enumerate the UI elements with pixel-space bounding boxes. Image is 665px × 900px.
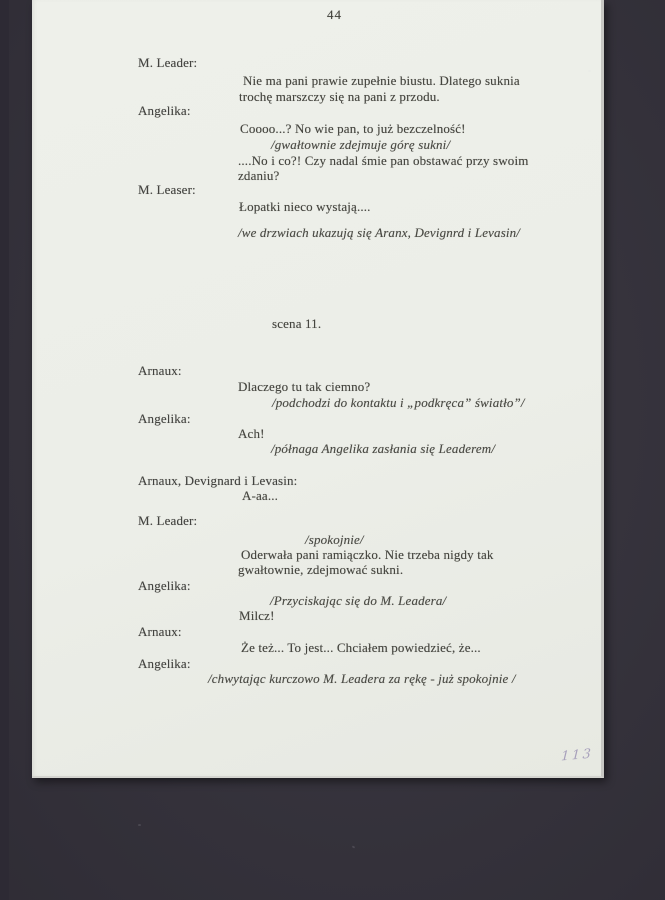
script-line-dialogue: trochę marszczy się na pani z przodu.: [239, 89, 440, 104]
script-line-dialogue: zdaniu?: [238, 168, 280, 183]
script-line-direction: /Przyciskając się do M. Leadera/: [270, 593, 447, 608]
script-line-dialogue: Coooo...? No wie pan, to już bezczelność!: [240, 121, 466, 136]
script-line-speaker: Angelika:: [138, 411, 191, 426]
script-line-direction: /chwytając kurczowo M. Leadera za rękę - już spokojnie /: [208, 671, 516, 686]
script-line-heading: scena 11.: [272, 316, 322, 331]
script-line-speaker: M. Leader:: [138, 513, 198, 528]
script-line-dialogue: Łopatki nieco wystają....: [239, 199, 371, 214]
script-line-speaker: Arnaux, Devignard i Levasin:: [138, 473, 298, 488]
script-line-speaker: Angelika:: [138, 578, 191, 593]
script-line-speaker: M. Leader:: [138, 55, 198, 70]
script-line-direction: /gwałtownie zdejmuje górę sukni/: [271, 137, 451, 152]
script-line-dialogue: gwałtownie, zdejmować sukni.: [238, 562, 404, 577]
script-line-direction: /półnaga Angelika zasłania się Leaderem/: [271, 441, 496, 456]
script-line-dialogue: A-aa...: [242, 488, 279, 503]
script-page-paper: [32, 0, 604, 778]
script-line-dialogue: ....No i co?! Czy nadal śmie pan obstawać przy swoim: [238, 153, 529, 168]
script-line-dialogue: Oderwała pani ramiączko. Nie trzeba nigdy tak: [241, 547, 494, 562]
script-line-direction: /podchodzi do kontaktu i „podkręca” światło”/: [272, 395, 525, 410]
dust-speck: [588, 70, 591, 72]
page-number: 44: [327, 7, 342, 22]
script-line-speaker: Angelika:: [138, 656, 191, 671]
script-line-speaker: Arnaux:: [138, 624, 182, 639]
script-line-dialogue: Nie ma pani prawie zupełnie biustu. Dlatego suknia: [243, 73, 520, 88]
script-line-speaker: M. Leaser:: [138, 182, 196, 197]
script-line-speaker: Angelika:: [138, 103, 191, 118]
script-line-speaker: Arnaux:: [138, 363, 182, 378]
dust-speck: [138, 824, 141, 826]
script-line-direction: /we drzwiach ukazują się Aranx, Devignrd i Levasin/: [238, 225, 521, 240]
script-line-direction: /spokojnie/: [305, 532, 364, 547]
scanner-edge-strip: [0, 0, 9, 900]
handwritten-page-number: 113: [560, 746, 594, 765]
script-line-dialogue: Milcz!: [239, 608, 275, 623]
script-line-dialogue: Ach!: [238, 426, 265, 441]
dust-speck: [352, 845, 356, 848]
script-line-dialogue: Dlaczego tu tak ciemno?: [238, 379, 371, 394]
script-line-dialogue: Że też... To jest... Chciałem powiedzieć, że...: [241, 640, 481, 655]
